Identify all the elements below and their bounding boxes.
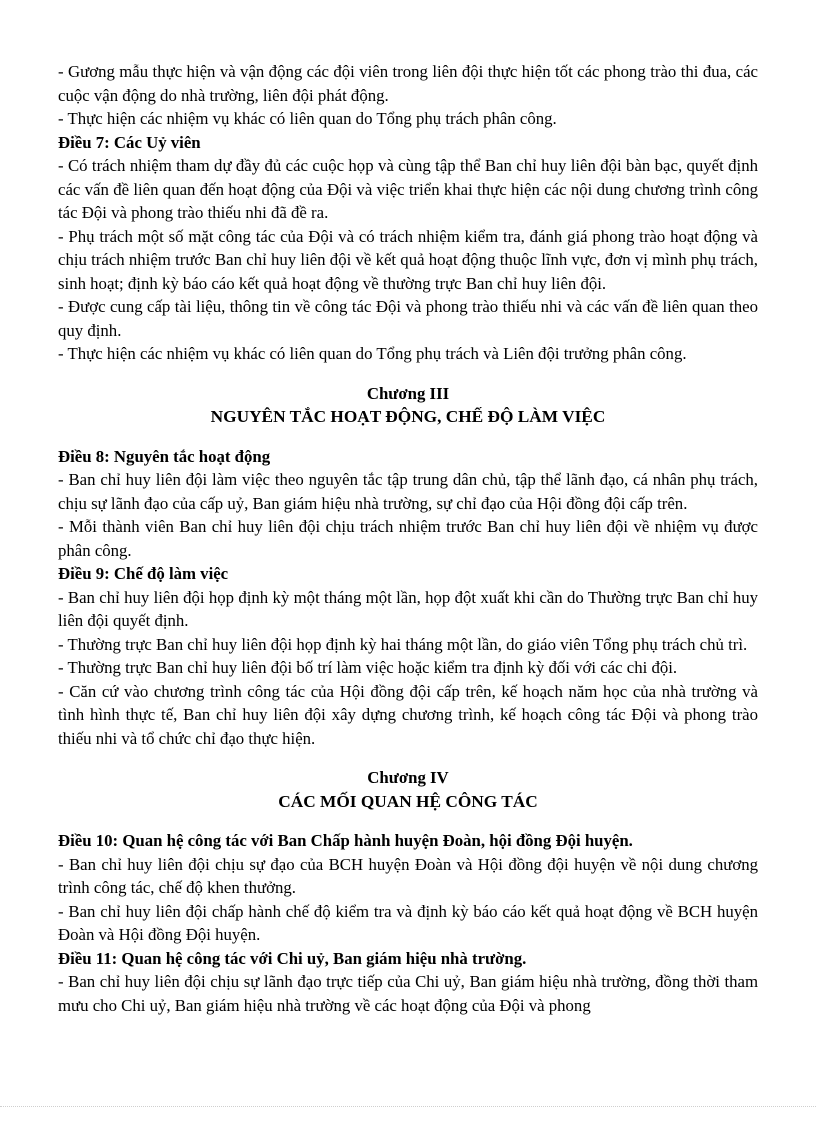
- spacer: [58, 750, 758, 766]
- spacer: [58, 366, 758, 382]
- paragraph: - Thực hiện các nhiệm vụ khác có liên quan do Tổng phụ trách phân công.: [58, 109, 557, 128]
- paragraph: - Ban chỉ huy liên đội họp định kỳ một tháng một lần, họp đột xuất khi cần do Thường trực Ban chỉ huy liên đội quyết định.: [58, 587, 758, 630]
- paragraph: - Ban chỉ huy liên đội chịu sự đạo của BCH huyện Đoàn và Hội đồng đội huyện về nội dung chương trình công tác, chế độ khen thưởng.: [58, 854, 758, 897]
- paragraph: - Mỗi thành viên Ban chỉ huy liên đội chịu trách nhiệm trước Ban chỉ huy liên đội về nhiệm vụ được phân công.: [58, 517, 758, 560]
- spacer: [58, 813, 758, 829]
- paragraph: - Ban chỉ huy liên đội chấp hành chế độ kiểm tra và định kỳ báo cáo kết quả hoạt động về BCH huyện Đoàn và Hội đồng Đội huyện.: [58, 901, 758, 944]
- paragraph: - Phụ trách một số mặt công tác của Đội và có trách nhiệm kiểm tra, đánh giá phong trào hoạt động và chịu trách nhiệm trước Ban chỉ huy liên đội về kết quả hoạt động thuộc lĩnh vực, đơn vị mình phụ trách, sinh hoạt; định kỳ báo cáo kết quả hoạt động về thường trực Ban chỉ huy liên đội.: [58, 226, 758, 293]
- chapter-number: Chương III: [366, 383, 450, 403]
- paragraph: - Có trách nhiệm tham dự đầy đủ các cuộc họp và cùng tập thể Ban chỉ huy liên đội bàn bạc, quyết định các vấn đề liên quan đến hoạt động của Đội và việc triển khai thực hiện các nội dung chương trình công tác Đội và phong trào thiếu nhi đã đề ra.: [58, 156, 758, 222]
- paragraph: - Được cung cấp tài liệu, thông tin về công tác Đội và phong trào thiếu nhi và các vấn đề liên quan theo quy định.: [58, 297, 758, 340]
- paragraph: - Ban chỉ huy liên đội làm việc theo nguyên tắc tập trung dân chủ, tập thể lãnh đạo, cá nhân phụ trách, chịu sự lãnh đạo của cấp uỷ, Ban giám hiệu nhà trường, sự chỉ đạo của Hội đồng đội cấp trên.: [58, 470, 758, 513]
- article-heading: Điều 7: Các Uỷ viên: [58, 132, 201, 152]
- chapter-title: NGUYÊN TẮC HOẠT ĐỘNG, CHẾ ĐỘ LÀM VIỆC: [210, 407, 606, 426]
- paragraph: - Ban chỉ huy liên đội chịu sự lãnh đạo trực tiếp của Chi uỷ, Ban giám hiệu nhà trường, đồng thời tham mưu cho Chi uỷ, Ban giám hiệu nhà trường về các hoạt động của Đội và phong: [58, 972, 758, 1015]
- article-heading: Điều 9: Chế độ làm việc: [58, 564, 229, 583]
- paragraph: - Thường trực Ban chỉ huy liên đội họp định kỳ hai tháng một lần, do giáo viên Tổng phụ trách chủ trì.: [58, 634, 748, 654]
- paragraph: - Căn cứ vào chương trình công tác của Hội đồng đội cấp trên, kế hoạch năm học của nhà trường và tình hình thực tế, Ban chỉ huy liên đội xây dựng chương trình, kế hoạch công tác Đội và phong trào thiếu nhi và tổ chức chỉ đạo thực hiện.: [58, 681, 758, 748]
- page-bottom-border: [0, 1106, 816, 1107]
- chapter-title: CÁC MỐI QUAN HỆ CÔNG TÁC: [278, 791, 538, 811]
- chapter-number: Chương IV: [367, 768, 449, 787]
- paragraph: - Thường trực Ban chỉ huy liên đội bố trí làm việc hoặc kiểm tra định kỳ đối với các chi đội.: [58, 658, 678, 677]
- article-heading: Điều 8: Nguyên tắc hoạt động: [58, 446, 271, 466]
- paragraph: - Thực hiện các nhiệm vụ khác có liên quan do Tổng phụ trách và Liên đội trưởng phân công.: [58, 344, 687, 363]
- document-page: [58, 60, 758, 1017]
- article-heading: Điều 10: Quan hệ công tác với Ban Chấp hành huyện Đoàn, hội đồng Đội huyện.: [58, 831, 633, 850]
- paragraph: - Gương mẫu thực hiện và vận động các đội viên trong liên đội thực hiện tốt các phong trào thi đua, các cuộc vận động do nhà trường, liên đội phát động.: [58, 62, 758, 105]
- spacer: [58, 429, 758, 445]
- article-heading: Điều 11: Quan hệ công tác với Chi uỷ, Ban giám hiệu nhà trường.: [58, 948, 527, 968]
